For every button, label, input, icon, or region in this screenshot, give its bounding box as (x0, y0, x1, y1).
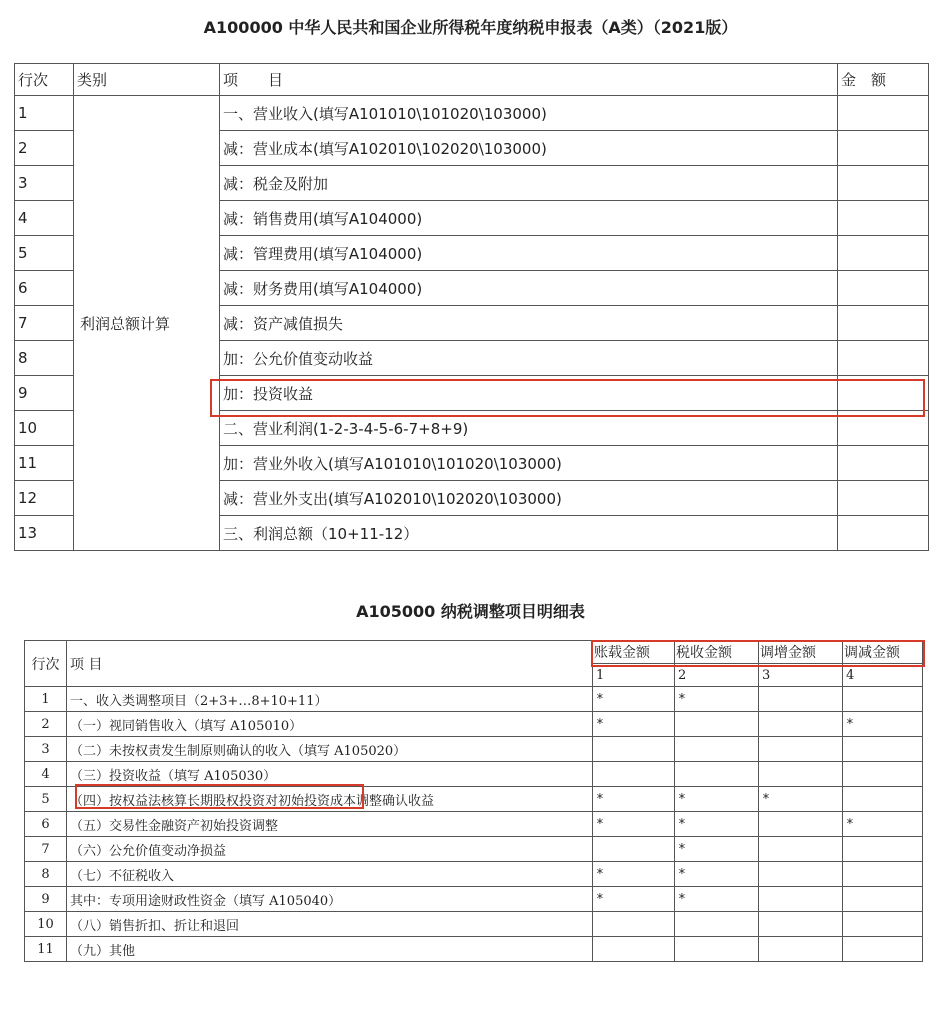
row-number: 6 (15, 271, 74, 306)
col-number: 4 (843, 664, 923, 687)
amount-cell[interactable] (838, 131, 929, 166)
amount-cell[interactable] (593, 762, 675, 787)
amount-cell[interactable] (759, 937, 843, 962)
item-cell: （五）交易性金融资产初始投资调整 (67, 812, 593, 837)
amount-cell[interactable] (838, 236, 929, 271)
header-item: 项 目 (67, 641, 593, 687)
amount-cell[interactable] (838, 376, 929, 411)
row-number: 11 (15, 446, 74, 481)
amount-cell[interactable] (843, 837, 923, 862)
amount-cell[interactable] (838, 481, 929, 516)
item-cell: 二、营业利润(1-2-3-4-5-6-7+8+9) (220, 411, 838, 446)
item-cell: （九）其他 (67, 937, 593, 962)
table1-title: A100000 中华人民共和国企业所得税年度纳税申报表（A类）（2021版） (203, 18, 738, 37)
header-decrease-amount: 调减金额 (843, 641, 923, 664)
table-row (25, 687, 923, 712)
amount-cell[interactable] (759, 912, 843, 937)
amount-cell[interactable] (838, 446, 929, 481)
header-increase-amount: 调增金额 (759, 641, 843, 664)
table-row (25, 812, 923, 837)
amount-cell[interactable]: * (675, 812, 759, 837)
row-number: 2 (15, 131, 74, 166)
row-number: 7 (25, 837, 67, 862)
tax-adjustment-table (24, 640, 923, 962)
amount-cell[interactable] (759, 812, 843, 837)
amount-cell[interactable] (675, 712, 759, 737)
table-row (25, 862, 923, 887)
amount-cell[interactable]: * (759, 787, 843, 812)
col-number: 2 (675, 664, 759, 687)
amount-cell[interactable]: * (675, 687, 759, 712)
header-category: 类别 (74, 64, 220, 96)
item-cell: （六）公允价值变动净损益 (67, 837, 593, 862)
tax-return-table (14, 63, 929, 551)
table-header-row (15, 64, 929, 96)
amount-cell[interactable] (759, 737, 843, 762)
amount-cell[interactable] (838, 341, 929, 376)
amount-cell[interactable] (759, 837, 843, 862)
item-cell: 减：财务费用(填写A104000) (220, 271, 838, 306)
amount-cell[interactable] (843, 787, 923, 812)
amount-cell[interactable] (843, 687, 923, 712)
row-number: 8 (25, 862, 67, 887)
header-row-no: 行次 (25, 641, 67, 687)
item-cell: 加：公允价值变动收益 (220, 341, 838, 376)
amount-cell[interactable] (843, 937, 923, 962)
table-row (25, 762, 923, 787)
row-number: 5 (25, 787, 67, 812)
amount-cell[interactable]: * (593, 887, 675, 912)
amount-cell[interactable] (759, 887, 843, 912)
header-amount: 金 额 (838, 64, 929, 96)
category-cell: 利润总额计算 (74, 96, 220, 551)
row-number: 2 (25, 712, 67, 737)
amount-cell[interactable] (843, 737, 923, 762)
table2-title: A105000 纳税调整项目明细表 (356, 602, 585, 621)
table-row (25, 887, 923, 912)
amount-cell[interactable] (838, 166, 929, 201)
row-number: 4 (25, 762, 67, 787)
amount-cell[interactable] (838, 306, 929, 341)
amount-cell[interactable] (759, 762, 843, 787)
header-book-amount: 账载金额 (593, 641, 675, 664)
table-row (15, 96, 929, 131)
amount-cell[interactable]: * (675, 787, 759, 812)
item-cell: （八）销售折扣、折让和退回 (67, 912, 593, 937)
item-cell: （三）投资收益（填写 A105030） (67, 762, 593, 787)
item-cell: 减：营业外支出(填写A102010\102020\103000) (220, 481, 838, 516)
amount-cell[interactable] (675, 737, 759, 762)
table-header-row (25, 641, 923, 664)
amount-cell[interactable] (843, 887, 923, 912)
item-cell: （七）不征税收入 (67, 862, 593, 887)
row-number: 1 (15, 96, 74, 131)
amount-cell[interactable]: * (593, 862, 675, 887)
item-cell: 加：营业外收入(填写A101010\101020\103000) (220, 446, 838, 481)
table-row (25, 937, 923, 962)
amount-cell[interactable] (843, 762, 923, 787)
amount-cell[interactable] (593, 737, 675, 762)
amount-cell[interactable] (675, 762, 759, 787)
table-row (25, 787, 923, 812)
amount-cell[interactable]: * (593, 712, 675, 737)
header-row-no: 行次 (15, 64, 74, 96)
amount-cell[interactable]: * (675, 862, 759, 887)
row-number: 1 (25, 687, 67, 712)
row-number: 9 (25, 887, 67, 912)
amount-cell[interactable] (593, 912, 675, 937)
row-number: 5 (15, 236, 74, 271)
amount-cell[interactable] (838, 411, 929, 446)
row-number: 3 (25, 737, 67, 762)
header-item: 项 目 (220, 64, 838, 96)
row-number: 11 (25, 937, 67, 962)
amount-cell[interactable] (675, 912, 759, 937)
row-number: 7 (15, 306, 74, 341)
table-row (25, 712, 923, 737)
amount-cell[interactable] (843, 912, 923, 937)
item-cell: 减：销售费用(填写A104000) (220, 201, 838, 236)
item-cell: 其中：专项用途财政性资金（填写 A105040） (67, 887, 593, 912)
amount-cell[interactable] (593, 937, 675, 962)
amount-cell[interactable] (838, 201, 929, 236)
item-cell: （四）按权益法核算长期股权投资对初始投资成本调整确认收益 (67, 787, 593, 812)
amount-cell[interactable] (759, 687, 843, 712)
col-number: 3 (759, 664, 843, 687)
amount-cell[interactable] (759, 862, 843, 887)
table-row (25, 837, 923, 862)
amount-cell[interactable]: * (843, 812, 923, 837)
item-cell: 加：投资收益 (220, 376, 838, 411)
row-number: 6 (25, 812, 67, 837)
item-cell: （一）视同销售收入（填写 A105010） (67, 712, 593, 737)
amount-cell[interactable] (838, 271, 929, 306)
amount-cell[interactable] (759, 712, 843, 737)
item-cell: 减：税金及附加 (220, 166, 838, 201)
table-row (25, 737, 923, 762)
amount-cell[interactable] (593, 837, 675, 862)
row-number: 9 (15, 376, 74, 411)
amount-cell[interactable] (843, 862, 923, 887)
item-cell: （二）未按权责发生制原则确认的收入（填写 A105020） (67, 737, 593, 762)
amount-cell[interactable] (675, 937, 759, 962)
header-tax-amount: 税收金额 (675, 641, 759, 664)
amount-cell[interactable]: * (593, 687, 675, 712)
row-number: 10 (25, 912, 67, 937)
item-cell: 一、收入类调整项目（2+3+…8+10+11） (67, 687, 593, 712)
item-cell: 一、营业收入(填写A101010\101020\103000) (220, 96, 838, 131)
table-row (25, 912, 923, 937)
row-number: 12 (15, 481, 74, 516)
amount-cell[interactable]: * (593, 787, 675, 812)
row-number: 4 (15, 201, 74, 236)
amount-cell[interactable] (838, 516, 929, 551)
amount-cell[interactable]: * (843, 712, 923, 737)
row-number: 3 (15, 166, 74, 201)
amount-cell[interactable]: * (675, 887, 759, 912)
item-cell: 减：营业成本(填写A102010\102020\103000) (220, 131, 838, 166)
amount-cell[interactable]: * (675, 837, 759, 862)
row-number: 8 (15, 341, 74, 376)
col-number: 1 (593, 664, 675, 687)
row-number: 13 (15, 516, 74, 551)
item-cell: 减：管理费用(填写A104000) (220, 236, 838, 271)
amount-cell[interactable] (838, 96, 929, 131)
row-number: 10 (15, 411, 74, 446)
item-cell: 减：资产减值损失 (220, 306, 838, 341)
amount-cell[interactable]: * (593, 812, 675, 837)
item-cell: 三、利润总额（10+11-12） (220, 516, 838, 551)
